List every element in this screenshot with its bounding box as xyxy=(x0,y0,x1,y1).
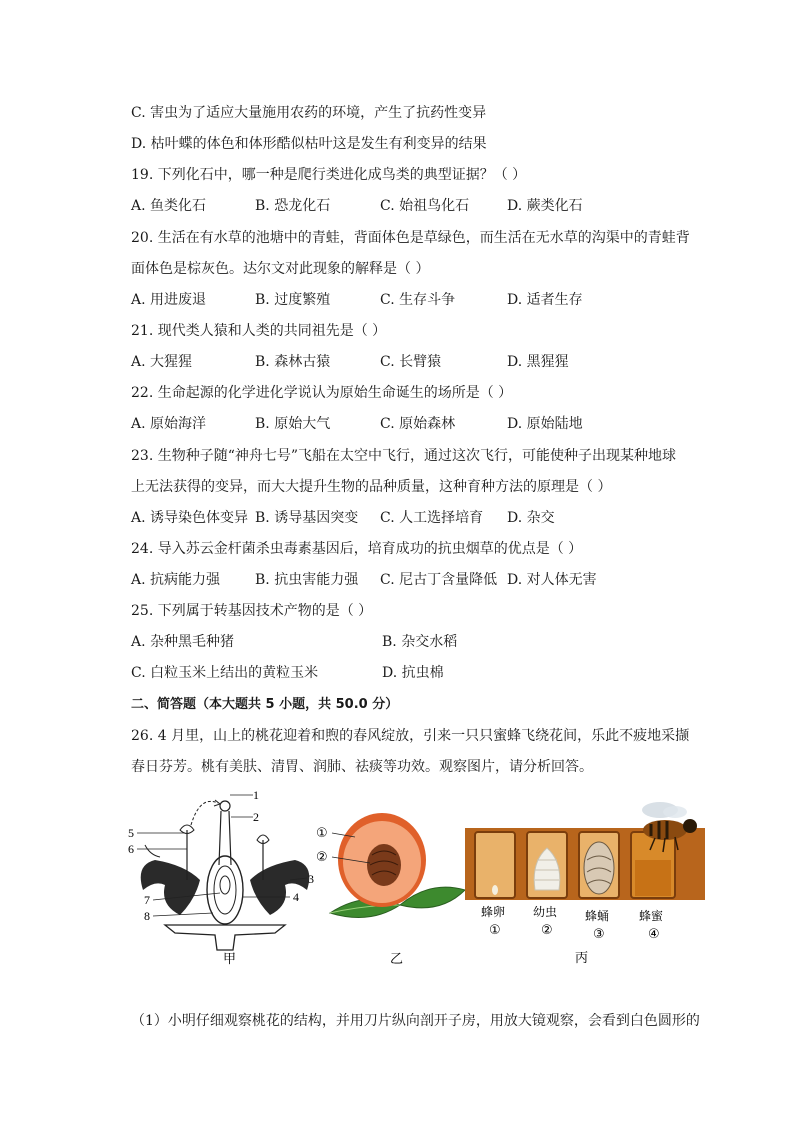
q23-option-a: A. 诱导染色体变异 xyxy=(131,510,249,526)
jia-label-8: 8 xyxy=(144,909,150,923)
yi-caption: 乙 xyxy=(390,952,404,967)
q20-stem: 20. 生活在有水草的池塘中的青蛙，背面体色是草绿色，而生活在无水草的沟渠中的青蛙背 xyxy=(131,230,690,246)
q23-stem: 23. 生物种子随“神舟七号”飞船在太空中飞行，通过这次飞行，可能使种子出现某种地球 xyxy=(131,448,677,464)
q24-stem: 24. 导入苏云金杆菌杀虫毒素基因后，培育成功的抗虫烟草的优点是（ ） xyxy=(131,541,583,557)
q24-option-b: B. 抗虫害能力强 xyxy=(255,572,359,588)
q24-option-a: A. 抗病能力强 xyxy=(131,572,221,588)
q20-option-a: A. 用进废退 xyxy=(131,292,207,308)
bing-stage-2-name: 幼虫 xyxy=(533,905,558,919)
q26-stem: 26. 4 月里，山上的桃花迎着和煦的春风绽放，引来一只只蜜蜂飞绕花间，乐此不疲地采撷 xyxy=(131,728,690,744)
q25-option-c: C. 白粒玉米上结出的黄粒玉米 xyxy=(131,665,319,681)
q23-option-d: D. 杂交 xyxy=(507,510,555,526)
bing-stage-4-name: 蜂蜜 xyxy=(639,909,664,923)
q25-options-row1 xyxy=(131,632,731,652)
q22-stem: 22. 生命起源的化学进化学说认为原始生命诞生的场所是（ ） xyxy=(131,385,513,401)
figure-jia-flower xyxy=(125,785,325,970)
q20-option-c: C. 生存斗争 xyxy=(380,292,456,308)
figure-bing-bee xyxy=(465,790,705,970)
q26-stem-cont: 春日芬芳。桃有美肤、清胃、润肺、祛痰等功效。观察图片，请分析回答。 xyxy=(131,759,593,775)
q22-option-d: D. 原始陆地 xyxy=(507,416,583,432)
q21-option-d: D. 黑猩猩 xyxy=(507,354,569,370)
section-heading: 二、简答题（本大题共 5 小题，共 50.0 分） xyxy=(131,697,399,712)
q19-option-a: A. 鱼类化石 xyxy=(131,198,207,214)
q24-options xyxy=(131,570,731,590)
q18-option-d: D. 枯叶蝶的体色和体形酷似枯叶这是发生有利变异的结果 xyxy=(131,136,487,152)
q21-option-a: A. 大猩猩 xyxy=(131,354,193,370)
q24-option-c: C. 尼古丁含量降低 xyxy=(380,572,498,588)
q26-subquestion-1: （1）小明仔细观察桃花的结构，并用刀片纵向剖开子房，用放大镜观察，会看到白色圆形的 xyxy=(131,1013,700,1029)
q19-options xyxy=(131,196,731,216)
q25-option-b: B. 杂交水稻 xyxy=(382,634,458,650)
q21-stem: 21. 现代类人猿和人类的共同祖先是（ ） xyxy=(131,323,387,339)
q24-option-d: D. 对人体无害 xyxy=(507,572,597,588)
q23-option-c: C. 人工选择培育 xyxy=(380,510,484,526)
q19-stem: 19. 下列化石中，哪一种是爬行类进化成鸟类的典型证据？（ ） xyxy=(131,167,527,183)
bing-stage-4-num: ④ xyxy=(648,927,660,942)
bing-stage-3-name: 蜂蛹 xyxy=(585,909,610,923)
jia-label-1: 1 xyxy=(253,788,259,802)
q25-stem: 25. 下列属于转基因技术产物的是（ ） xyxy=(131,603,373,619)
bing-stage-2-num: ② xyxy=(541,923,553,938)
jia-label-6: 6 xyxy=(128,842,134,856)
bing-stage-1-name: 蜂卵 xyxy=(481,905,506,919)
figure-yi-peach xyxy=(310,805,470,970)
bing-stage-1-num: ① xyxy=(489,923,501,938)
q22-option-a: A. 原始海洋 xyxy=(131,416,207,432)
q20-option-b: B. 过度繁殖 xyxy=(255,292,331,308)
q25-options-row2 xyxy=(131,663,731,683)
q18-option-c: C. 害虫为了适应大量施用农药的环境，产生了抗药性变异 xyxy=(131,105,487,121)
q22-options xyxy=(131,414,731,434)
q25-option-a: A. 杂种黑毛种猪 xyxy=(131,634,235,650)
q23-option-b: B. 诱导基因突变 xyxy=(255,510,359,526)
jia-label-2: 2 xyxy=(253,810,259,824)
jia-label-7: 7 xyxy=(144,893,150,907)
q19-option-c: C. 始祖鸟化石 xyxy=(380,198,470,214)
jia-caption: 甲 xyxy=(223,952,237,967)
jia-label-3: 3 xyxy=(308,872,314,886)
q23-options xyxy=(131,508,731,528)
yi-label-1: ① xyxy=(316,826,328,841)
q25-option-d: D. 抗虫棉 xyxy=(382,665,444,681)
q19-option-d: D. 蕨类化石 xyxy=(507,198,583,214)
q23-stem-cont: 上无法获得的变异，而大大提升生物的品种质量，这种育种方法的原理是（ ） xyxy=(131,479,612,495)
q20-option-d: D. 适者生存 xyxy=(507,292,583,308)
q20-options xyxy=(131,290,731,310)
jia-label-5: 5 xyxy=(128,826,134,840)
bing-caption: 丙 xyxy=(575,951,589,966)
q19-option-b: B. 恐龙化石 xyxy=(255,198,331,214)
q22-option-b: B. 原始大气 xyxy=(255,416,331,432)
yi-label-2: ② xyxy=(316,850,328,865)
q20-stem-cont: 面体色是棕灰色。达尔文对此现象的解释是（ ） xyxy=(131,261,430,277)
q21-option-c: C. 长臂猿 xyxy=(380,354,442,370)
q22-option-c: C. 原始森林 xyxy=(380,416,456,432)
bing-stage-3-num: ③ xyxy=(593,927,605,942)
q21-option-b: B. 森林古猿 xyxy=(255,354,331,370)
q21-options xyxy=(131,352,731,372)
jia-label-4: 4 xyxy=(293,890,299,904)
